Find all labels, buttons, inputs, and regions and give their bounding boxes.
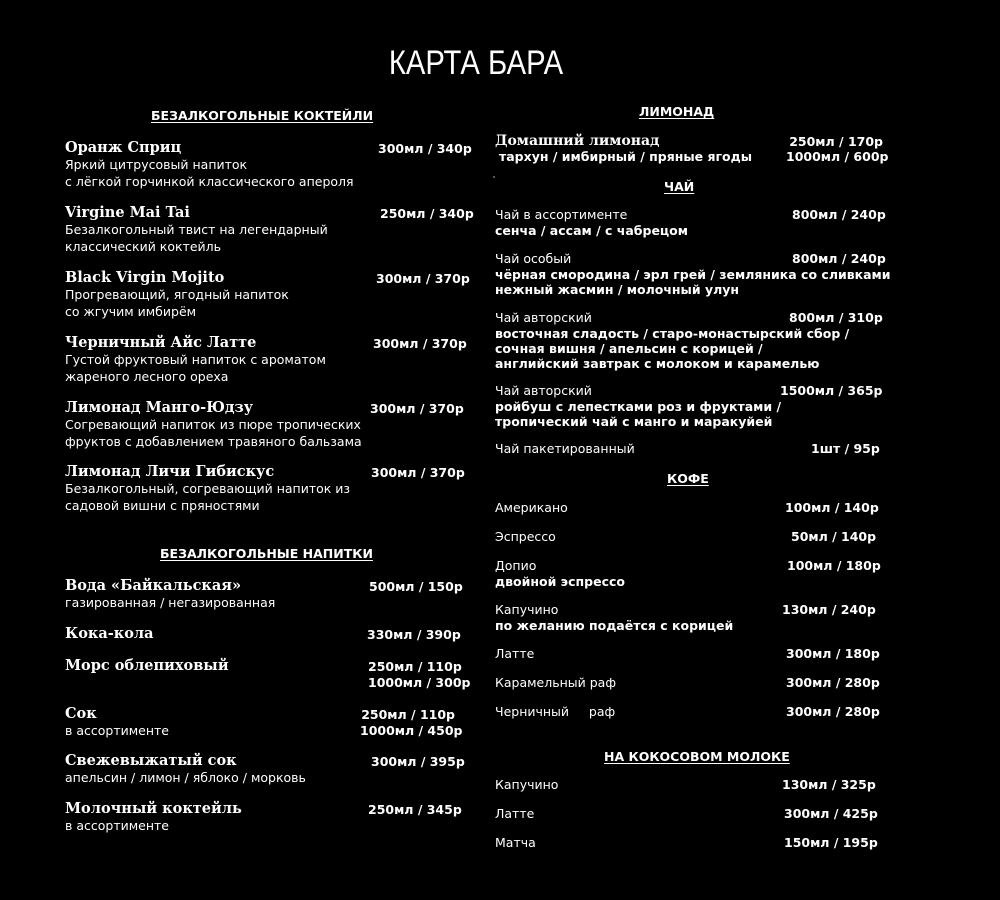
item-price: 250мл / 345р: [368, 802, 462, 817]
section-heading-cocktails: БЕЗАЛКОГОЛЬНЫЕ КОКТЕЙЛИ: [151, 108, 374, 123]
item-name: Black Virgin Mojito: [65, 269, 225, 286]
menu-item: [495, 806, 534, 822]
menu-item: [495, 777, 558, 793]
item-name: Карамельный раф: [495, 675, 617, 690]
item-name: Латте: [495, 646, 535, 661]
section-heading-drinks: БЕЗАЛКОГОЛЬНЫЕ НАПИТКИ: [160, 546, 373, 561]
item-name: Матча: [495, 835, 536, 850]
item-desc: Безалкогольный, согревающий напиток из: [65, 481, 351, 496]
item-name: Черничный раф: [495, 704, 616, 719]
menu-item: [65, 399, 362, 450]
item-name: Оранж Сприц: [65, 139, 182, 156]
item-name: Домашний лимонад: [495, 133, 660, 149]
item-name: Лимонад Личи Гибискус: [65, 463, 275, 480]
item-desc: классический коктейль: [65, 239, 221, 254]
item-price: 300мл / 280р: [786, 704, 880, 719]
item-price: 130мл / 240р: [782, 602, 876, 617]
item-desc: апельсин / лимон / яблоко / морковь: [65, 770, 306, 785]
price-line: 250мл / 170р: [789, 134, 883, 149]
item-price: 300мл / 370р: [371, 465, 465, 480]
menu-item: [65, 625, 154, 642]
item-name: Морс облепиховый: [65, 657, 229, 674]
item-price: 300мл / 370р: [376, 271, 470, 286]
item-price: 100мл / 180р: [787, 558, 881, 573]
item-price: 330мл / 390р: [367, 627, 461, 642]
item-price: 250мл / 340р: [380, 206, 474, 221]
item-name: Кока-кола: [65, 625, 154, 642]
item-price: [360, 707, 463, 739]
item-desc: Прогревающий, ягодный напиток: [65, 287, 289, 302]
menu-item: [495, 500, 568, 516]
item-price: 150мл / 195р: [784, 835, 878, 850]
divider-dot: [493, 176, 495, 178]
item-desc: сочная вишня / апельсин с корицей /: [495, 341, 763, 356]
item-desc: восточная сладость / старо-монастырский сбор /: [495, 326, 850, 341]
section-heading-coconut: НА КОКОСОВОМ МОЛОКЕ: [604, 749, 790, 764]
menu-item: [495, 835, 536, 851]
item-price: 800мл / 310р: [789, 310, 883, 325]
item-desc: Согревающий напиток из пюре тропических: [65, 417, 361, 432]
item-desc: тархун / имбирный / пряные ягоды: [499, 149, 753, 164]
item-desc: тропический чай с манго и маракуйей: [495, 414, 773, 429]
menu-item: [65, 139, 354, 190]
menu-item: [495, 383, 781, 429]
item-price: 300мл / 280р: [786, 675, 880, 690]
item-price: 100мл / 140р: [785, 500, 879, 515]
item-name: Допио: [495, 558, 537, 573]
item-name: Капучино: [495, 777, 559, 792]
item-desc: по желанию подаётся с корицей: [495, 618, 734, 633]
item-desc: нежный жасмин / молочный улун: [495, 282, 740, 297]
price-line: 1000мл / 450р: [360, 723, 463, 738]
item-name: Чай в ассортименте: [495, 207, 628, 222]
item-desc: в ассортименте: [65, 818, 169, 833]
item-desc: чёрная смородина / эрл грей / земляника со сливками: [495, 267, 891, 282]
menu-item: [495, 133, 752, 164]
menu-item: [495, 441, 635, 457]
item-name: Американо: [495, 500, 568, 515]
item-price: 130мл / 325р: [782, 777, 876, 792]
item-desc: Яркий цитрусовый напиток: [65, 157, 248, 172]
menu-item: [65, 657, 229, 674]
menu-item: [65, 269, 289, 320]
menu-item: [65, 334, 326, 385]
item-name: Латте: [495, 806, 535, 821]
item-desc: газированная / негазированная: [65, 595, 276, 610]
item-name: Чай авторский: [495, 310, 592, 325]
item-price: 300мл / 340р: [378, 141, 472, 156]
menu-item: [495, 675, 616, 691]
section-heading-coffee: КОФЕ: [667, 471, 709, 486]
item-desc: английский завтрак с молоком и карамелью: [495, 356, 820, 371]
item-desc: ройбуш с лепестками роз и фруктами /: [495, 399, 782, 414]
page-title: КАРТА БАРА: [388, 44, 564, 82]
item-price: 300мл / 370р: [370, 401, 464, 416]
menu-item: [65, 204, 328, 255]
item-name: Сок: [65, 705, 97, 722]
menu-item: [65, 577, 275, 611]
item-desc: сенча / ассам / с чабрецом: [495, 223, 688, 238]
item-name: Вода «Байкальская»: [65, 577, 242, 594]
item-price: 300мл / 395р: [371, 754, 465, 769]
item-name: Лимонад Манго-Юдзу: [65, 399, 254, 416]
price-line: 1000мл / 600р: [786, 149, 889, 164]
price-line: 250мл / 110р: [368, 659, 462, 674]
item-price: 800мл / 240р: [792, 207, 886, 222]
item-name: Эспрессо: [495, 529, 556, 544]
menu-item: [495, 646, 534, 662]
item-price: 1500мл / 365р: [780, 383, 883, 398]
item-price: [786, 134, 889, 164]
item-price: 300мл / 180р: [786, 646, 880, 661]
item-price: 300мл / 425р: [784, 806, 878, 821]
item-name: Чай авторский: [495, 383, 592, 398]
menu-item: [495, 529, 556, 545]
item-price: [368, 659, 471, 691]
item-desc: двойной эспрессо: [495, 574, 625, 589]
item-desc: жареного лесного ореха: [65, 369, 229, 384]
item-desc: Густой фруктовый напиток с ароматом: [65, 352, 326, 367]
item-price: 1шт / 95р: [811, 441, 880, 456]
menu-item: [65, 463, 350, 514]
menu-item: [495, 704, 615, 720]
item-price: 50мл / 140р: [791, 529, 877, 544]
item-desc: с лёгкой горчинкой классического апероля: [65, 174, 354, 189]
menu-item: [495, 602, 733, 633]
menu-item: [65, 705, 169, 739]
menu-item: [65, 800, 242, 834]
menu-item: [495, 558, 625, 589]
item-name: Чай пакетированный: [495, 441, 635, 456]
price-line: 250мл / 110р: [361, 707, 455, 722]
item-name: Молочный коктейль: [65, 800, 242, 817]
menu-item: [65, 752, 306, 786]
item-price: 300мл / 370р: [373, 336, 467, 351]
item-name: Черничный Айс Латте: [65, 334, 257, 351]
menu-item: [495, 207, 688, 238]
item-price: 800мл / 240р: [792, 251, 886, 266]
item-name: Чай особый: [495, 251, 572, 266]
section-heading-lemonade: ЛИМОНАД: [639, 104, 715, 119]
item-name: Свежевыжатый сок: [65, 752, 237, 769]
item-name: Капучино: [495, 602, 559, 617]
item-desc: со жгучим имбирём: [65, 304, 197, 319]
item-price: 500мл / 150р: [369, 579, 463, 594]
section-heading-tea: ЧАЙ: [664, 179, 695, 194]
item-name: Virgine Mai Tai: [65, 204, 190, 221]
item-desc: фруктов с добавлением травяного бальзама: [65, 434, 362, 449]
item-desc: в ассортименте: [65, 723, 169, 738]
price-line: 1000мл / 300р: [368, 675, 471, 690]
item-desc: садовой вишни с пряностями: [65, 498, 260, 513]
item-desc: Безалкогольный твист на легендарный: [65, 222, 328, 237]
